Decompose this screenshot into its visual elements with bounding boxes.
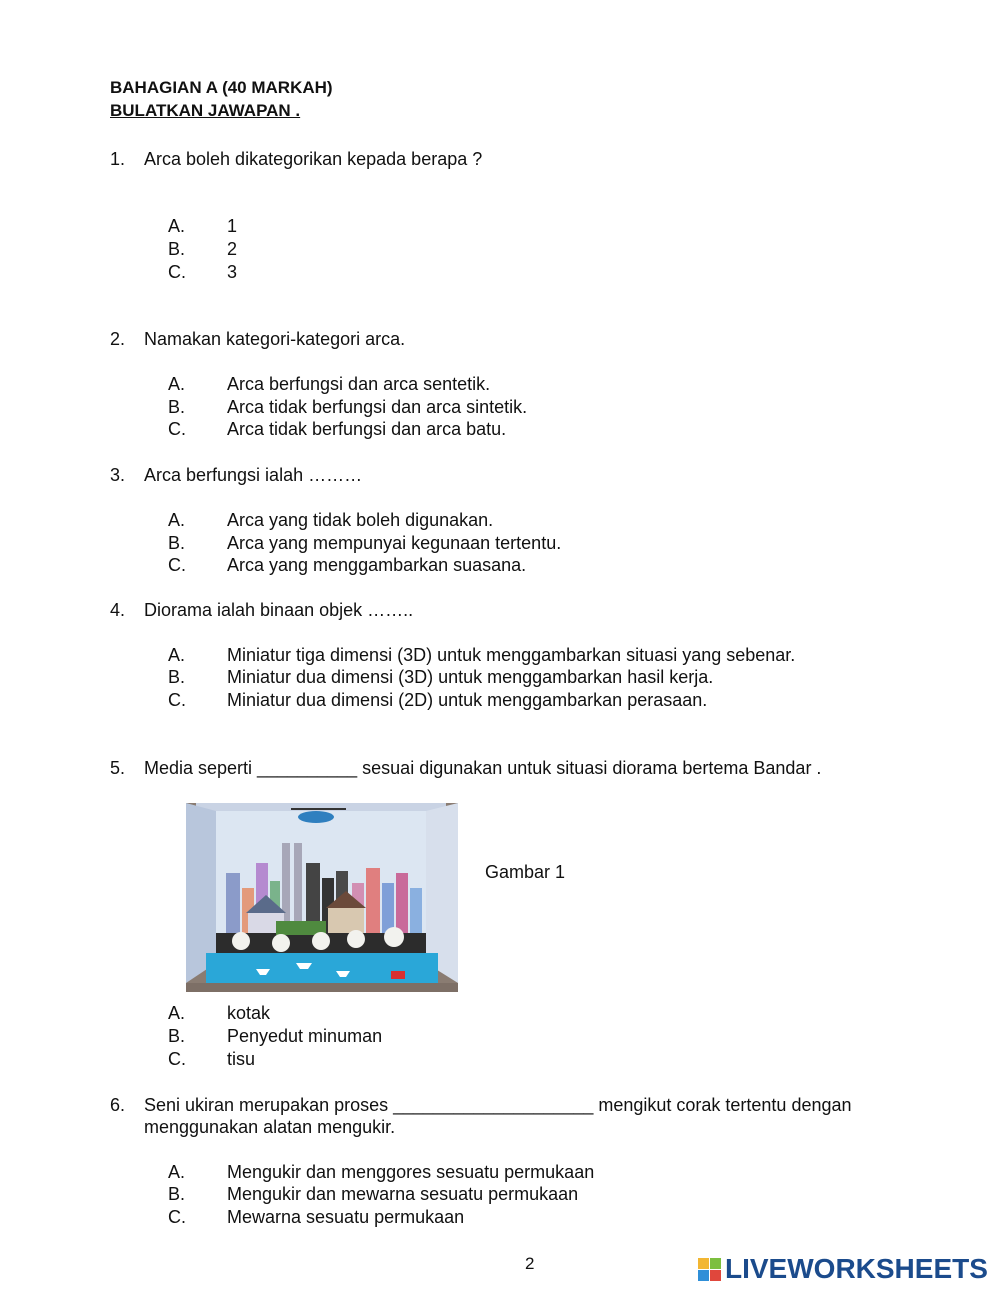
- option-letter[interactable]: A.: [168, 645, 186, 665]
- figure-caption: Gambar 1: [485, 862, 566, 882]
- brand-blocks-icon: [698, 1258, 721, 1281]
- brand-name: LIVEWORKSHEETS: [725, 1253, 988, 1284]
- question-number: 5.: [110, 758, 126, 778]
- option-letter[interactable]: C.: [168, 419, 186, 439]
- question-number: 2.: [110, 329, 126, 349]
- question-number: 1.: [110, 149, 126, 169]
- option-letter[interactable]: C.: [168, 1207, 186, 1227]
- diorama-photo: [186, 803, 458, 992]
- option-text[interactable]: kotak: [227, 1003, 271, 1023]
- option-letter[interactable]: A.: [168, 1162, 186, 1182]
- option-text[interactable]: Arca tidak berfungsi dan arca sintetik.: [227, 397, 528, 417]
- question-text: Seni ukiran merupakan proses ____________________ mengikut corak tertentu dengan: [144, 1095, 852, 1115]
- page-number: 2: [525, 1254, 535, 1273]
- option-text[interactable]: Miniatur dua dimensi (3D) untuk menggambarkan hasil kerja.: [227, 667, 714, 687]
- option-text[interactable]: Arca yang tidak boleh digunakan.: [227, 510, 494, 530]
- option-letter[interactable]: C.: [168, 690, 186, 710]
- option-letter[interactable]: A.: [168, 510, 186, 530]
- option-text[interactable]: tisu: [227, 1049, 256, 1069]
- option-letter[interactable]: C.: [168, 1049, 186, 1069]
- question-text: Arca boleh dikategorikan kepada berapa ?: [144, 149, 483, 169]
- section-instruction: BULATKAN JAWAPAN .: [110, 101, 301, 120]
- option-text[interactable]: Arca yang menggambarkan suasana.: [227, 555, 527, 575]
- option-text[interactable]: Miniatur dua dimensi (2D) untuk menggambarkan perasaan.: [227, 690, 708, 710]
- option-letter[interactable]: A.: [168, 216, 186, 236]
- option-text[interactable]: Miniatur tiga dimensi (3D) untuk menggambarkan situasi yang sebenar.: [227, 645, 796, 665]
- option-letter[interactable]: B.: [168, 1026, 186, 1046]
- question-text: Arca berfungsi ialah ………: [144, 465, 363, 485]
- option-text[interactable]: Mewarna sesuatu permukaan: [227, 1207, 465, 1227]
- option-letter[interactable]: C.: [168, 262, 186, 282]
- question-text: Namakan kategori-kategori arca.: [144, 329, 406, 349]
- option-text[interactable]: Arca yang mempunyai kegunaan tertentu.: [227, 533, 562, 553]
- question-number: 3.: [110, 465, 126, 485]
- option-text[interactable]: Penyedut minuman: [227, 1026, 383, 1046]
- brand-logo[interactable]: [698, 1252, 988, 1286]
- option-letter[interactable]: B.: [168, 397, 186, 417]
- option-letter[interactable]: C.: [168, 555, 186, 575]
- option-letter[interactable]: A.: [168, 1003, 186, 1023]
- option-letter[interactable]: B.: [168, 533, 186, 553]
- option-letter[interactable]: B.: [168, 239, 186, 259]
- option-text[interactable]: Mengukir dan mewarna sesuatu permukaan: [227, 1184, 579, 1204]
- option-text[interactable]: 3: [227, 262, 238, 282]
- option-text[interactable]: Mengukir dan menggores sesuatu permukaan: [227, 1162, 595, 1182]
- question-number: 6.: [110, 1095, 126, 1115]
- option-letter[interactable]: A.: [168, 374, 186, 394]
- question-text-line2: menggunakan alatan mengukir.: [144, 1117, 396, 1137]
- question-text: Media seperti __________ sesuai digunakan untuk situasi diorama bertema Bandar .: [144, 758, 822, 778]
- question-text: Diorama ialah binaan objek ……..: [144, 600, 414, 620]
- option-text[interactable]: 1: [227, 216, 238, 236]
- option-letter[interactable]: B.: [168, 667, 186, 687]
- option-text[interactable]: Arca tidak berfungsi dan arca batu.: [227, 419, 507, 439]
- option-text[interactable]: 2: [227, 239, 238, 259]
- option-text[interactable]: Arca berfungsi dan arca sentetik.: [227, 374, 491, 394]
- option-letter[interactable]: B.: [168, 1184, 186, 1204]
- section-title: BAHAGIAN A (40 MARKAH): [110, 78, 333, 97]
- question-number: 4.: [110, 600, 126, 620]
